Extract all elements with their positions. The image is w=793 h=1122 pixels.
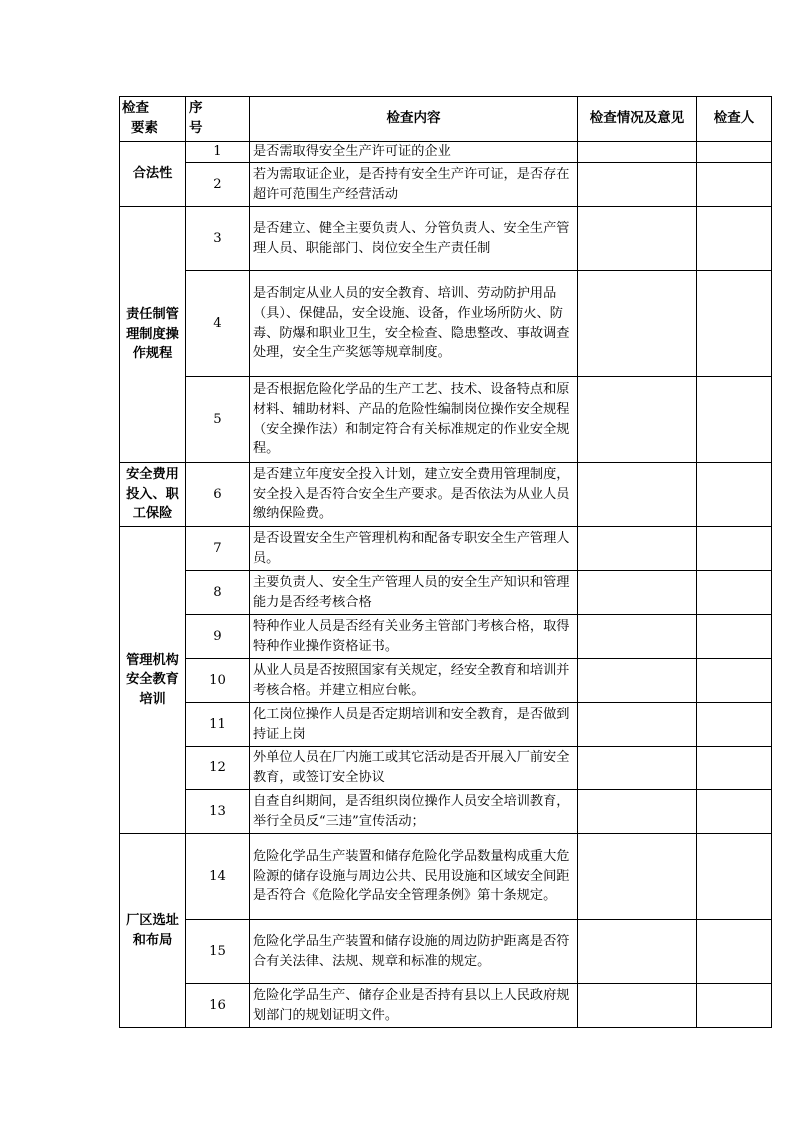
row-seq: 10 xyxy=(186,659,250,703)
row-content: 从业人员是否按照国家有关规定，经安全教育和培训并考核合格。并建立相应台帐。 xyxy=(250,659,578,703)
row-seq: 6 xyxy=(186,463,250,527)
row-result-cell[interactable] xyxy=(578,703,697,747)
table-row xyxy=(120,142,772,163)
row-seq: 16 xyxy=(186,984,250,1028)
row-inspector-cell[interactable] xyxy=(697,377,772,463)
row-seq: 1 xyxy=(186,142,250,163)
row-result-cell[interactable] xyxy=(578,659,697,703)
group-label-safety-funding: 安全费用投入、职工保险 xyxy=(120,463,186,527)
table-row xyxy=(120,984,772,1028)
row-seq: 2 xyxy=(186,163,250,207)
header-seq: 序 号 xyxy=(186,97,250,142)
table-row xyxy=(120,207,772,271)
row-inspector-cell[interactable] xyxy=(697,703,772,747)
row-result-cell[interactable] xyxy=(578,984,697,1028)
row-content: 是否根据危险化学品的生产工艺、技术、设备特点和原材料、辅助材料、产品的危险性编制岗位操作安全规程（安全操作法）和制定符合有关标准规定的作业安全规程。 xyxy=(250,377,578,463)
row-result-cell[interactable] xyxy=(578,834,697,920)
row-content: 是否需取得安全生产许可证的企业 xyxy=(250,142,578,163)
row-result-cell[interactable] xyxy=(578,615,697,659)
row-content: 主要负责人、安全生产管理人员的安全生产知识和管理能力是否经考核合格 xyxy=(250,571,578,615)
row-inspector-cell[interactable] xyxy=(697,834,772,920)
group-label-site-layout: 厂区选址和布局 xyxy=(120,834,186,1028)
row-result-cell[interactable] xyxy=(578,377,697,463)
row-result-cell[interactable] xyxy=(578,571,697,615)
row-seq: 12 xyxy=(186,747,250,790)
table-row xyxy=(120,463,772,527)
table-row xyxy=(120,571,772,615)
table-row xyxy=(120,659,772,703)
row-inspector-cell[interactable] xyxy=(697,142,772,163)
row-result-cell[interactable] xyxy=(578,163,697,207)
table-row xyxy=(120,920,772,984)
row-content: 外单位人员在厂内施工或其它活动是否开展入厂前安全教育，或签订安全协议 xyxy=(250,747,578,790)
header-inspector: 检查人 xyxy=(697,97,772,142)
row-inspector-cell[interactable] xyxy=(697,920,772,984)
table-row xyxy=(120,527,772,571)
row-inspector-cell[interactable] xyxy=(697,790,772,834)
row-result-cell[interactable] xyxy=(578,920,697,984)
row-result-cell[interactable] xyxy=(578,463,697,527)
row-inspector-cell[interactable] xyxy=(697,615,772,659)
row-result-cell[interactable] xyxy=(578,527,697,571)
row-content: 是否制定从业人员的安全教育、培训、劳动防护用品（具）、保健品，安全设施、设备，作业场所防火、防毒、防爆和职业卫生，安全检查、隐患整改、事故调查处理，安全生产奖惩等规章制度。 xyxy=(250,271,578,377)
header-check-result: 检查情况及意见 xyxy=(578,97,697,142)
row-inspector-cell[interactable] xyxy=(697,163,772,207)
row-seq: 4 xyxy=(186,271,250,377)
row-seq: 5 xyxy=(186,377,250,463)
row-inspector-cell[interactable] xyxy=(697,984,772,1028)
header-check-content: 检查内容 xyxy=(250,97,578,142)
row-seq: 7 xyxy=(186,527,250,571)
table-row xyxy=(120,377,772,463)
row-inspector-cell[interactable] xyxy=(697,747,772,790)
row-inspector-cell[interactable] xyxy=(697,659,772,703)
table-row xyxy=(120,834,772,920)
row-content: 若为需取证企业，是否持有安全生产许可证，是否存在超许可范围生产经营活动 xyxy=(250,163,578,207)
row-content: 化工岗位操作人员是否定期培训和安全教育，是否做到持证上岗 xyxy=(250,703,578,747)
table-row xyxy=(120,271,772,377)
row-seq: 8 xyxy=(186,571,250,615)
row-inspector-cell[interactable] xyxy=(697,207,772,271)
group-label-responsibility: 责任制管理制度操作规程 xyxy=(120,207,186,463)
row-content: 自查自纠期间，是否组织岗位操作人员安全培训教育，举行全员反“三违”宣传活动； xyxy=(250,790,578,834)
row-inspector-cell[interactable] xyxy=(697,527,772,571)
row-result-cell[interactable] xyxy=(578,271,697,377)
row-seq: 9 xyxy=(186,615,250,659)
row-seq: 14 xyxy=(186,834,250,920)
row-content: 危险化学品生产装置和储存设施的周边防护距离是否符合有关法律、法规、规章和标准的规定。 xyxy=(250,920,578,984)
row-inspector-cell[interactable] xyxy=(697,271,772,377)
row-content: 是否设置安全生产管理机构和配备专职安全生产管理人员。 xyxy=(250,527,578,571)
table-row xyxy=(120,747,772,790)
table-row xyxy=(120,790,772,834)
table-row xyxy=(120,163,772,207)
row-content: 危险化学品生产装置和储存危险化学品数量构成重大危险源的储存设施与周边公共、民用设施和区域安全间距是否符合《危险化学品安全管理条例》第十条规定。 xyxy=(250,834,578,920)
row-seq: 13 xyxy=(186,790,250,834)
row-result-cell[interactable] xyxy=(578,747,697,790)
group-label-legality: 合法性 xyxy=(120,142,186,207)
row-result-cell[interactable] xyxy=(578,207,697,271)
row-seq: 3 xyxy=(186,207,250,271)
row-seq: 15 xyxy=(186,920,250,984)
table-header-row xyxy=(120,97,772,142)
row-result-cell[interactable] xyxy=(578,142,697,163)
row-inspector-cell[interactable] xyxy=(697,571,772,615)
row-result-cell[interactable] xyxy=(578,790,697,834)
table-row xyxy=(120,703,772,747)
row-content: 是否建立、健全主要负责人、分管负责人、安全生产管理人员、职能部门、岗位安全生产责任制 xyxy=(250,207,578,271)
header-check-element: 检查 要素 xyxy=(120,97,186,142)
row-seq: 11 xyxy=(186,703,250,747)
table-row xyxy=(120,615,772,659)
row-content: 是否建立年度安全投入计划，建立安全费用管理制度，安全投入是否符合安全生产要求。是否依法为从业人员缴纳保险费。 xyxy=(250,463,578,527)
row-inspector-cell[interactable] xyxy=(697,463,772,527)
row-content: 危险化学品生产、储存企业是否持有县以上人民政府规划部门的规划证明文件。 xyxy=(250,984,578,1028)
inspection-checklist-table xyxy=(119,96,772,1028)
row-content: 特种作业人员是否经有关业务主管部门考核合格，取得特种作业操作资格证书。 xyxy=(250,615,578,659)
group-label-management-training: 管理机构安全教育培训 xyxy=(120,527,186,834)
